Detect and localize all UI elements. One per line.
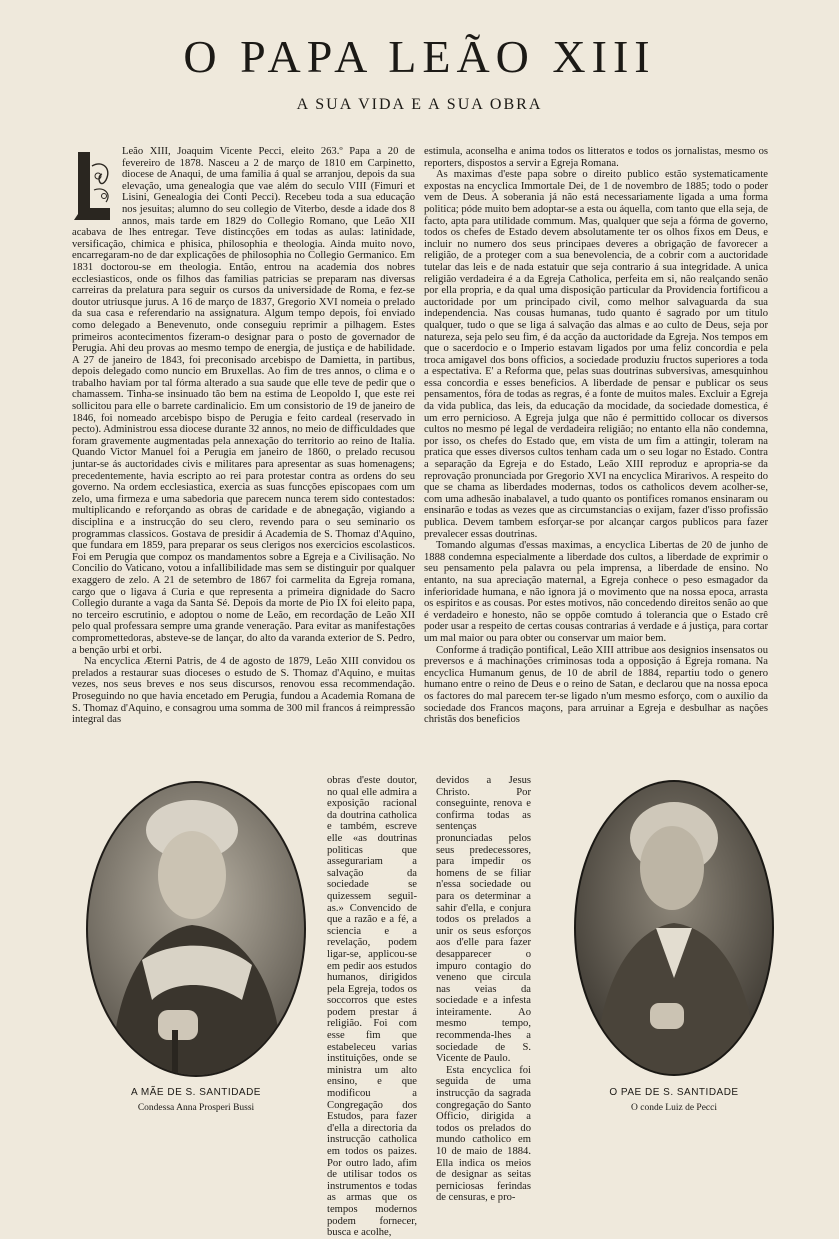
paragraph: Conforme á tradição pontifical, Leão XIII attribue aos designios insensatos ou preversos e á machinações criminosas toda a opposição á Egreja romana. Na encyclica Humanum genus, de 10 de abril de 1884, repartiu todo o genero humano entre o reino de Deus e o reino de Satan, e declarou que na nossa epoca os factores do mal parecem ter-se ligado n'um mesmo esforço, com o auxilio da sociedade dos Francos maçons, para arruinar a Egreja e desbulhar as nações christãs dos beneficios [424, 644, 768, 726]
text-column-right-narrow [436, 775, 531, 1204]
paragraph: devidos a Jesus Christo. Por conseguinte, renova e confirma todas as sentenças pronunciadas pelos seus predecessores, para impedir os homens de se filiar n'essa sociedade ou para os determinar a sahir d'ella, e conjura todos os prelados a unir os seus esforços aos d'elle para fazer desapparecer o impuro contagio do veneno que circula nas veias da sociedade e a infesta inteiramente. Ao mesmo tempo, recommenda-lhes a sociedade de S. Vicente de Paulo. [436, 775, 531, 1065]
paragraph: Esta encyclica foi seguida de uma instrucção da sagrada congregação do Santo Officio, dirigida a todos os prelados do mundo catholico em 10 de maio de 1884. Ella indica os meios de designar as seitas perniciosas ferindas de censuras, e pro- [436, 1064, 531, 1204]
page-title: O PAPA LEÃO XIII [183, 31, 656, 82]
paragraph: Leão XIII, Joaquim Vicente Pecci, eleito 263.º Papa a 20 de fevereiro de 1878. Nasceu a 2 de março de 1810 em Carpinetto, diocese de Anaqui, de uma familia á qual se arranjou, depois da sua elevação, uma genealogia que vae além do seculo VIII (Fimuri et Lisini, Genealogia dei Conti Pecci). Recebeu toda a sua educação nos jesuitas; alumno do seu collegio de Viterbo, desde a idade dos 8 annos, mais tarde em 1829 do Collegio Romano, que Leão XII acabava de lhes entregar. Teve distincções em todas as aulas: latinidade, versificação, chimica e phisica, philosophia e theologia. Ainda muito novo, encarregaram-no de dar explicações de philosophia no Collegio Germanico. Em 1831 doctorou-se em theologia. Então, entrou na academia dos nobres ecclesiasticos, onde os filhos das familias patricias se preparam nas diversas carreiras da prelatura para seguir os cursos da universidade de Roma, e fez-se doutor utriusque jurus. A 16 de março de 1837, Gregorio XVI nomeia o prelado da sua casa e referendario na assignatura. Algum tempo depois, foi enviado como delegado a Benevenuto, onde conseguiu reprimir a pilhagem. Estes primeiros acontecimentos fizeram-o designar para o posto de governador de Perugia. Ahi deu provas ao mesmo tempo de energia, de justiça e de habilidade. A 27 de janeiro de 1843, foi preconisado arcebispo de Damietta, in partibus, depois delegado como nuncio em Bruxellas. Ao fim de tres annos, o clima e o trabalho haviam por tal fórma alterado a sua saude que elle teve de pedir que o chamassem. Tinha-se insinuado tão bem na estima de Leopoldo I, que este rei sollicitou para elle o barrete cardinalicio. Em um consistorio de 19 de janeiro de 1846, foi nomeado arcebispo bispo de Perugia e feito cardeal (reservado in pecto). Administrou essa diocese durante 32 annos, no meio de difficuldades que foram gravemente augmentadas pela annexação do territorio ao reino de Italia. Quando Victor Manuel foi a Perugia em janeiro de 1860, o prelado recusou juntar-se ás auctoridades civis e militares para apresentar as suas homenagens; precedentemente, havia escripto ao rei para protestar contra as ordens do seu governo. Na ordem ecclesiastica, exercia as suas funcções episcopaes com um zelo, uma firmeza e uma sabedoria que parecem nunca terem sido contestados: multiplicando e reforçando as obras de caridade e de abnegação, vigiando a disciplina e a instrucção do seu clero, revendo para o seu seminario os programmas classicos. Gostava de presidir á Academia de S. Thomaz d'Aquino, que fundara em 1859, para preparar os seus clerigos nos exercicios escolasticos. Foi em Perugia que compoz os mandamentos sobre a Egreja e a Civilisação. No Concilio do Vaticano, votou a infallibilidade mas sem se distinguir por qualquer exaggero de zelo. A 21 de setembro de 1867 foi carmelita da Egreja romana, cargo que o ligava á Curia e que representa a primeira dignidade do Sacro Collegio durante a vaga da Santa Sé. Depois da morte de Pio IX foi eleito papa, no terceiro escrutinio, e adoptou o nome de Leão, em recordação de Leão XII pelo qual professara sempre uma grande veneração. Para evitar as manifestações compromettedoras, absteve-se de lançar, do alto da varanda exterior de S. Pedro, a benção urbi et orbi. [72, 146, 415, 656]
paragraph: obras d'este doutor, no qual elle admira a exposição racional da doutrina catholica e também, escreve elle «as doutrinas politicas que assegurariam a salvação da sociedade se quizessem seguil-as.» Convencido de que a razão e a fé, a sciencia e a revelação, podem ligar-se, applicou-se em pedir aos estudos humanos, dirigidos pela Egreja, todos os soccorros que estes podem prestar á religião. Foi com esse fim que estabeleceu varias instituições, onde se ministra um alto ensino, e que modificou a Congregação dos Estudos, para fazer d'ella a directoria da instrucção catholica em todos os paizes. Por outro lado, afim de utilisar todos os instrumentos e todas as armas que os tempos modernos podem fornecer, busca e acolhe, [327, 775, 417, 1239]
page-subtitle: A SUA VIDA E A SUA OBRA [296, 96, 543, 113]
paragraph: As maximas d'este papa sobre o direito publico estão systematicamente expostas na encyclica Immortale Dei, de 1 de novembro de 1885; todo o poder vem de Deus. A soberania já não está necessariamente ligada a uma forma politica; póde muito bem adoptar-se a esta ou áquella, com tanto que ella seja, de facto, apta para utilidade commum. Mas, qualquer que seja a fórma de governo, todos os chefes de Estado devem absolutamente ter os olhos fixos em Deus, e incluir no numero dos seus principaes deveres a obrigação de favorecer a religião, de a proteger com a sua benevolencia, de a cobrir com a auctoridade tutelar das leis e de nada estatuir que seja contrario á sua integridade. A unica religião verdadeira é a da Egreja Catholica, perfeita em si, não realçando senão por ella propria, e da qual uma disposição particular da Providencia fortificou a auctoridade por um principado civil, como melhor salvaguarda da sua independencia. Nas cousas humanas, tudo quanto é sagrado por um titulo qualquer, tudo o que se liga á salvação das almas e ao culto de Deus, seja por natureza, seja pelo seu fim, é da acção da auctoridade da Egreja. Nos tempos em que o sacerdocio e o Imperio estavam ligados por uma feliz concordia e pela troca amigavel dos bons officios, a sociedade produziu fructos superiores a toda a espectativa. E' a Reforma que, pelas suas doutrinas subversivas, amesquinhou essa concordia e esses beneficios. A liberdade de pensar e publicar os seus pensamentos, fóra de todas as regras, é a fonte de muitos males. Excluir a Egreja da vida publica, das leis, da educação da mocidade, da sociedade domestica, é um erro pernicioso. A Egreja julga que não é permittido collocar os diversos cultos no mesmo pé legal de verdadeira religião; no entanto ella não condemna, por isso, os chefes do Estado que, em vista de um fim a attingir, toleram na pratica que esses diversos cultos tenham cada um o seu logar no Estado. Contra a separação da Egreja e do Estado, Leão XIII reproduz e apropria-se da reprovação pronunciada por Gregorio XVI na encyclica Mirarivos. A respeito do que se chama as liberdades modernas, todos os catholicos devem acolher-se, com uma adhesão inabalavel, a tudo quanto os pontifices romanos ensinaram ou ensinarão e todas as vezes que as circumstancias o exijam, fazer d'isso profissão publica. Devem tambem esforçar-se por alcançar cargos publicos para fazer prevalecer essas doutrinas. [424, 169, 768, 540]
right-portrait-subcaption: O conde Luiz de Pecci [631, 1103, 717, 1113]
paragraph: Tomando algumas d'essas maximas, a encyclica Libertas de 20 de junho de 1888 condemna especialmente a liberdade dos cultos, a liberdade de exprimir o seu pensamento pela palavra ou pela imprensa, a liberdade de ensino. No entanto, na sua apreciação maternal, a Egreja conhece o peso esmagador da inferioridade humana, e não ignora já o movimento que na nossa epoca, arrasta os espiritos e as cousas. Por estes motivos, não concedendo direitos senão ao que é verdadeiro e honesto, não se oppõe comtudo á tolerancia que o Estado crê poder usar a respeito de certas cousas contrarias á verdade e á justiça, para cortar um mal maior ou para obter ou conservar um maior bem. [424, 540, 768, 644]
text-column-left-narrow [327, 775, 417, 1239]
paragraph: estimula, aconselha e anima todos os litteratos e todos os jornalistas, mesmo os reporters, dispostos a servir a Egreja Romana. [424, 146, 768, 169]
text-column-right [424, 146, 768, 726]
decorative-initial-L [68, 146, 116, 226]
text-column-left [72, 146, 415, 726]
right-portrait-caption: O PAE DE S. SANTIDADE [609, 1087, 739, 1098]
left-portrait-subcaption: Condessa Anna Prosperi Bussi [137, 1103, 255, 1113]
mother-portrait [72, 780, 320, 1078]
left-portrait-caption: A MÃE DE S. SANTIDADE [131, 1087, 261, 1098]
father-portrait [566, 778, 782, 1078]
paragraph: Na encyclica Æterni Patris, de 4 de agosto de 1879, Leão XIII convidou os prelados a restaurar suas dioceses o estudo de S. Thomaz d'Aquino, e muitas vezes, nos seus breves e nos seus discursos, renovou essa recommendação. Proseguindo no que havia encetado em Perugia, fundou a Academia Romana de S. Thomaz d'Aquino, e consagrou uma somma de 300 mil francos á reimpressão integral das [72, 656, 415, 726]
